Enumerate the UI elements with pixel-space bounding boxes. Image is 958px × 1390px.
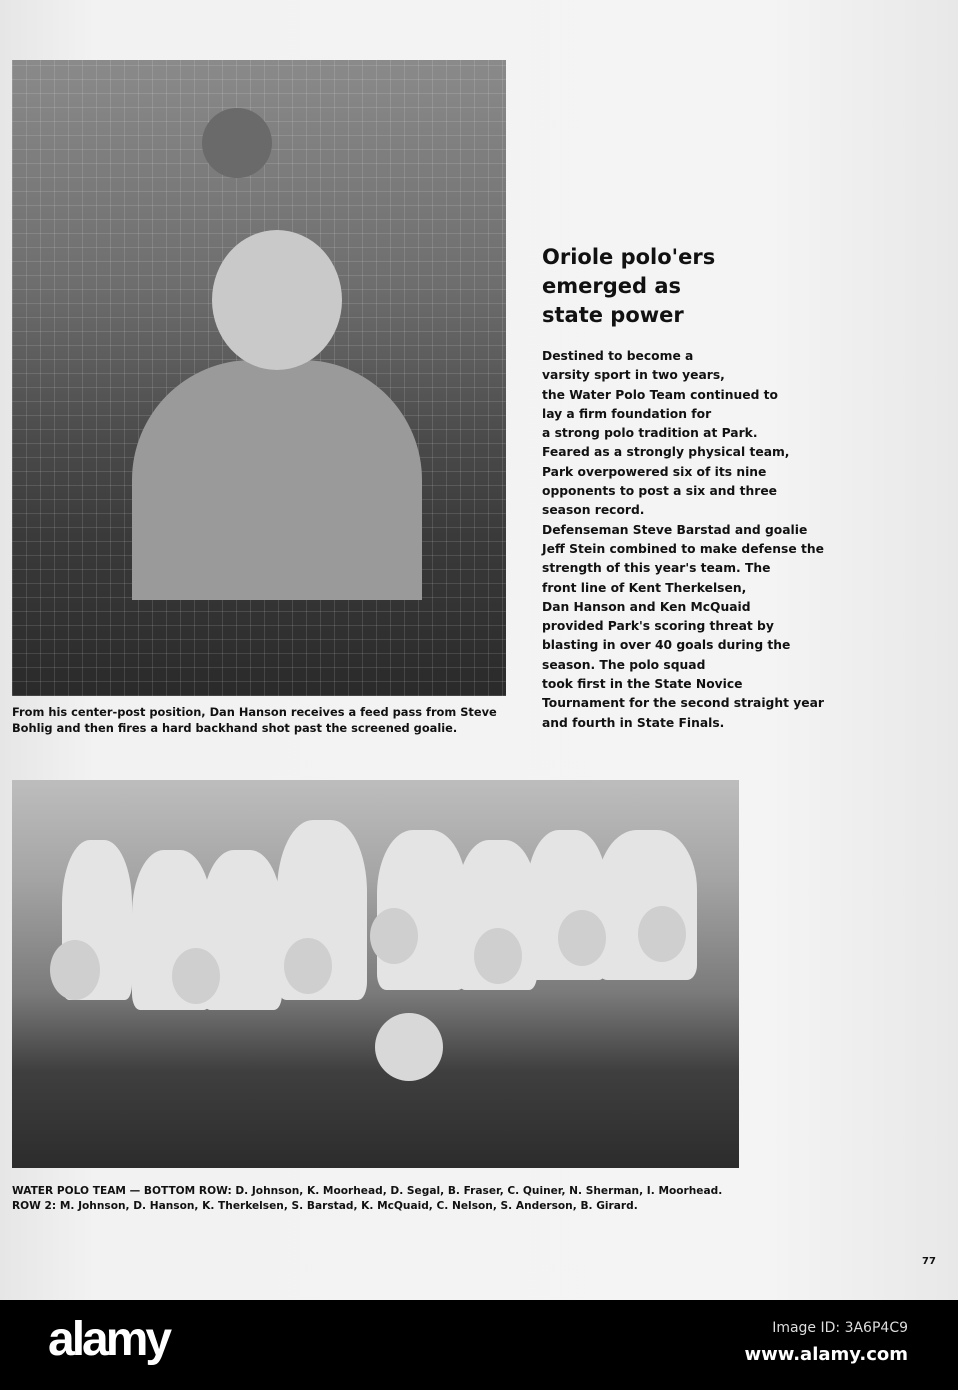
alamy-logo: alamy <box>48 1313 170 1366</box>
body-line: front line of Kent Therkelsen, <box>542 580 747 595</box>
body-line: and fourth in State Finals. <box>542 715 725 730</box>
page-number: 77 <box>922 1256 936 1267</box>
body-line: varsity sport in two years, <box>542 368 725 383</box>
team-member <box>284 938 332 994</box>
action-photo-caption: From his center-post position, Dan Hanson receives a feed pass from Steve Bohlig and then fires a hard backhand shot past the screened goalie. <box>12 705 497 735</box>
body-line: Jeff Stein combined to make defense the <box>542 541 824 556</box>
caption-line: ROW 2: M. Johnson, D. Hanson, K. Therkelsen, S. Barstad, K. McQuaid, C. Nelson, S. Anderson, B. Girard. <box>12 1200 638 1212</box>
headline-line: emerged as <box>542 274 682 298</box>
team-member <box>370 908 418 964</box>
body-line: season. The polo squad <box>542 657 706 672</box>
body-line: Defenseman Steve Barstad and goalie <box>542 522 808 537</box>
body-line: Dan Hanson and Ken McQuaid <box>542 599 751 614</box>
body-line: opponents to post a six and three <box>542 484 778 499</box>
water-polo-ball <box>375 1013 443 1081</box>
body-line: the Water Polo Team continued to <box>542 387 778 402</box>
body-line: Destined to become a <box>542 349 694 363</box>
team-member <box>558 910 606 966</box>
goalie-cap <box>212 230 342 370</box>
goalie-figure <box>132 360 422 600</box>
image-id: Image ID: 3A6P4C9 <box>772 1320 908 1336</box>
body-line: Feared as a strongly physical team, <box>542 445 790 460</box>
body-line: season record. <box>542 503 645 518</box>
water-polo-action-photo <box>12 60 506 696</box>
team-member <box>597 830 697 980</box>
body-line: a strong polo tradition at Park. <box>542 426 758 441</box>
body-line: provided Park's scoring threat by <box>542 619 774 634</box>
site-url: www.alamy.com <box>744 1344 908 1365</box>
body-line: lay a firm foundation for <box>542 406 712 421</box>
team-member <box>474 928 522 984</box>
watermark-banner <box>0 1300 958 1390</box>
team-member <box>50 940 100 1000</box>
body-line: Tournament for the second straight year <box>542 696 824 711</box>
headline-line: Oriole polo'ers <box>542 245 716 269</box>
team-member <box>172 948 220 1004</box>
team-member <box>638 906 686 962</box>
water-polo-ball <box>202 108 272 178</box>
article-body <box>542 347 842 733</box>
body-line: Park overpowered six of its nine <box>542 464 767 479</box>
caption-line: WATER POLO TEAM — BOTTOM ROW: D. Johnson, K. Moorhead, D. Segal, B. Fraser, C. Quiner, N. Sherman, I. Moorhead. <box>12 1185 723 1197</box>
team-photo <box>12 780 739 1168</box>
body-line: took first in the State Novice <box>542 677 743 692</box>
article-headline <box>542 243 802 330</box>
team-photo-caption <box>12 1184 722 1214</box>
headline-line: state power <box>542 303 684 327</box>
body-line: strength of this year's team. The <box>542 561 771 576</box>
body-line: blasting in over 40 goals during the <box>542 638 791 653</box>
